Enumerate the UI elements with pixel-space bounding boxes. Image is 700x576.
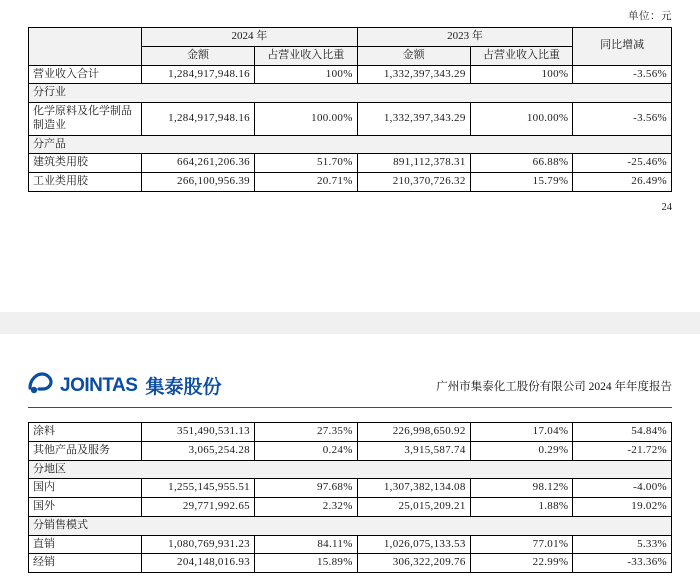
table-row-label: 国内 [29, 479, 142, 498]
table-cell-value: -3.56% [573, 65, 672, 84]
table-cell-value: 22.99% [470, 554, 573, 573]
table-cell-value: -4.00% [573, 479, 672, 498]
revenue-breakdown-table-bottom [28, 422, 672, 573]
table-cell-value: 29,771,992.65 [141, 498, 254, 517]
table-section-row [29, 135, 672, 154]
table-cell-value: 891,112,378.31 [357, 154, 470, 173]
table-header-cell: 金额 [357, 46, 470, 65]
table-cell-value: 19.02% [573, 498, 672, 517]
unit-note: 单位：元 [628, 11, 672, 22]
logo-text-en: JOINTAS [60, 374, 138, 396]
table-row [29, 423, 672, 442]
page-gap-white [0, 278, 700, 312]
table-row [29, 441, 672, 460]
table-cell-value: 15.89% [254, 554, 357, 573]
table-row [29, 65, 672, 84]
table-cell-value: 17.04% [470, 423, 573, 442]
table-row-label: 建筑类用胶 [29, 154, 142, 173]
table-cell-value: 1,284,917,948.16 [141, 103, 254, 136]
table-cell-value: 1,307,382,134.08 [357, 479, 470, 498]
company-report-title: 广州市集泰化工股份有限公司 2024 年年度报告 [436, 380, 672, 393]
table-cell-value: -21.72% [573, 441, 672, 460]
table-cell-value: 84.11% [254, 535, 357, 554]
table-corner-cell [29, 28, 142, 66]
table-cell-value: -33.36% [573, 554, 672, 573]
table-cell-value: 100% [470, 65, 573, 84]
table-cell-value: 15.79% [470, 173, 573, 192]
table-section-label: 分行业 [29, 84, 672, 103]
table-cell-value: 51.70% [254, 154, 357, 173]
table-header-cell: 金额 [141, 46, 254, 65]
table-cell-value: 226,998,650.92 [357, 423, 470, 442]
table-row-label: 涂料 [29, 423, 142, 442]
table-section-row [29, 516, 672, 535]
table-cell-value: 1,026,075,133.53 [357, 535, 470, 554]
table-cell-value: 54.84% [573, 423, 672, 442]
table-cell-value: -25.46% [573, 154, 672, 173]
table-row [29, 103, 672, 136]
table-row [29, 498, 672, 517]
table-row-label: 营业收入合计 [29, 65, 142, 84]
table-cell-value: 204,148,016.93 [141, 554, 254, 573]
table-cell-value: 27.35% [254, 423, 357, 442]
table-cell-value: 5.33% [573, 535, 672, 554]
table-cell-value: 66.88% [470, 154, 573, 173]
table-section-row [29, 460, 672, 479]
table-row-label: 其他产品及服务 [29, 441, 142, 460]
table-row [29, 535, 672, 554]
table-cell-value: 98.12% [470, 479, 573, 498]
table-cell-value: 1,080,769,931.23 [141, 535, 254, 554]
table-cell-value: 306,322,209.76 [357, 554, 470, 573]
table-header-cell: 占营业收入比重 [470, 46, 573, 65]
table-cell-value: 0.29% [470, 441, 573, 460]
revenue-breakdown-table-top [28, 27, 672, 192]
table-cell-value: 100.00% [470, 103, 573, 136]
table-row [29, 154, 672, 173]
table-header-year: 2023 年 [357, 28, 573, 47]
table-cell-value: 266,100,956.39 [141, 173, 254, 192]
table-section-label: 分产品 [29, 135, 672, 154]
table-row [29, 554, 672, 573]
table-cell-value: 100.00% [254, 103, 357, 136]
page-break-area [0, 278, 700, 368]
page-header [0, 358, 700, 405]
table-row-label: 化学原料及化学制品制造业 [29, 103, 142, 136]
table-header-yoy: 同比增减 [573, 28, 672, 66]
table-row-label: 工业类用胶 [29, 173, 142, 192]
logo-mark-icon [28, 372, 54, 399]
table-header-cell: 占营业收入比重 [254, 46, 357, 65]
table-cell-value: 1,255,145,955.51 [141, 479, 254, 498]
table-header-row-groups [29, 28, 672, 47]
table-cell-value: 664,261,206.36 [141, 154, 254, 173]
logo-text-cn: 集泰股份 [145, 377, 222, 398]
table-cell-value: 100% [254, 65, 357, 84]
table-row-label: 国外 [29, 498, 142, 517]
table-cell-value: 3,915,587.74 [357, 441, 470, 460]
table-row-label: 直销 [29, 535, 142, 554]
table-section-row [29, 84, 672, 103]
table-cell-value: 1,332,397,343.29 [357, 65, 470, 84]
table-cell-value: 210,370,726.32 [357, 173, 470, 192]
page-number: 24 [661, 201, 672, 213]
table-row [29, 173, 672, 192]
table-row [29, 479, 672, 498]
table-cell-value: 97.68% [254, 479, 357, 498]
table-cell-value: 77.01% [470, 535, 573, 554]
table-cell-value: 0.24% [254, 441, 357, 460]
table-cell-value: 3,065,254.28 [141, 441, 254, 460]
table-header-year: 2024 年 [141, 28, 357, 47]
table-cell-value: 1,284,917,948.16 [141, 65, 254, 84]
page-gap-gray [0, 312, 700, 334]
table-cell-value: 351,490,531.13 [141, 423, 254, 442]
table-cell-value: 1.88% [470, 498, 573, 517]
table-cell-value: 25,015,209.21 [357, 498, 470, 517]
table-cell-value: 20.71% [254, 173, 357, 192]
report-page-bottom [0, 358, 700, 573]
report-page-top [0, 0, 700, 213]
table-row-label: 经销 [29, 554, 142, 573]
table-cell-value: 2.32% [254, 498, 357, 517]
table-section-label: 分地区 [29, 460, 672, 479]
table-cell-value: 26.49% [573, 173, 672, 192]
table-section-label: 分销售模式 [29, 516, 672, 535]
table-cell-value: -3.56% [573, 103, 672, 136]
jointas-logo [28, 372, 221, 399]
table-cell-value: 1,332,397,343.29 [357, 103, 470, 136]
